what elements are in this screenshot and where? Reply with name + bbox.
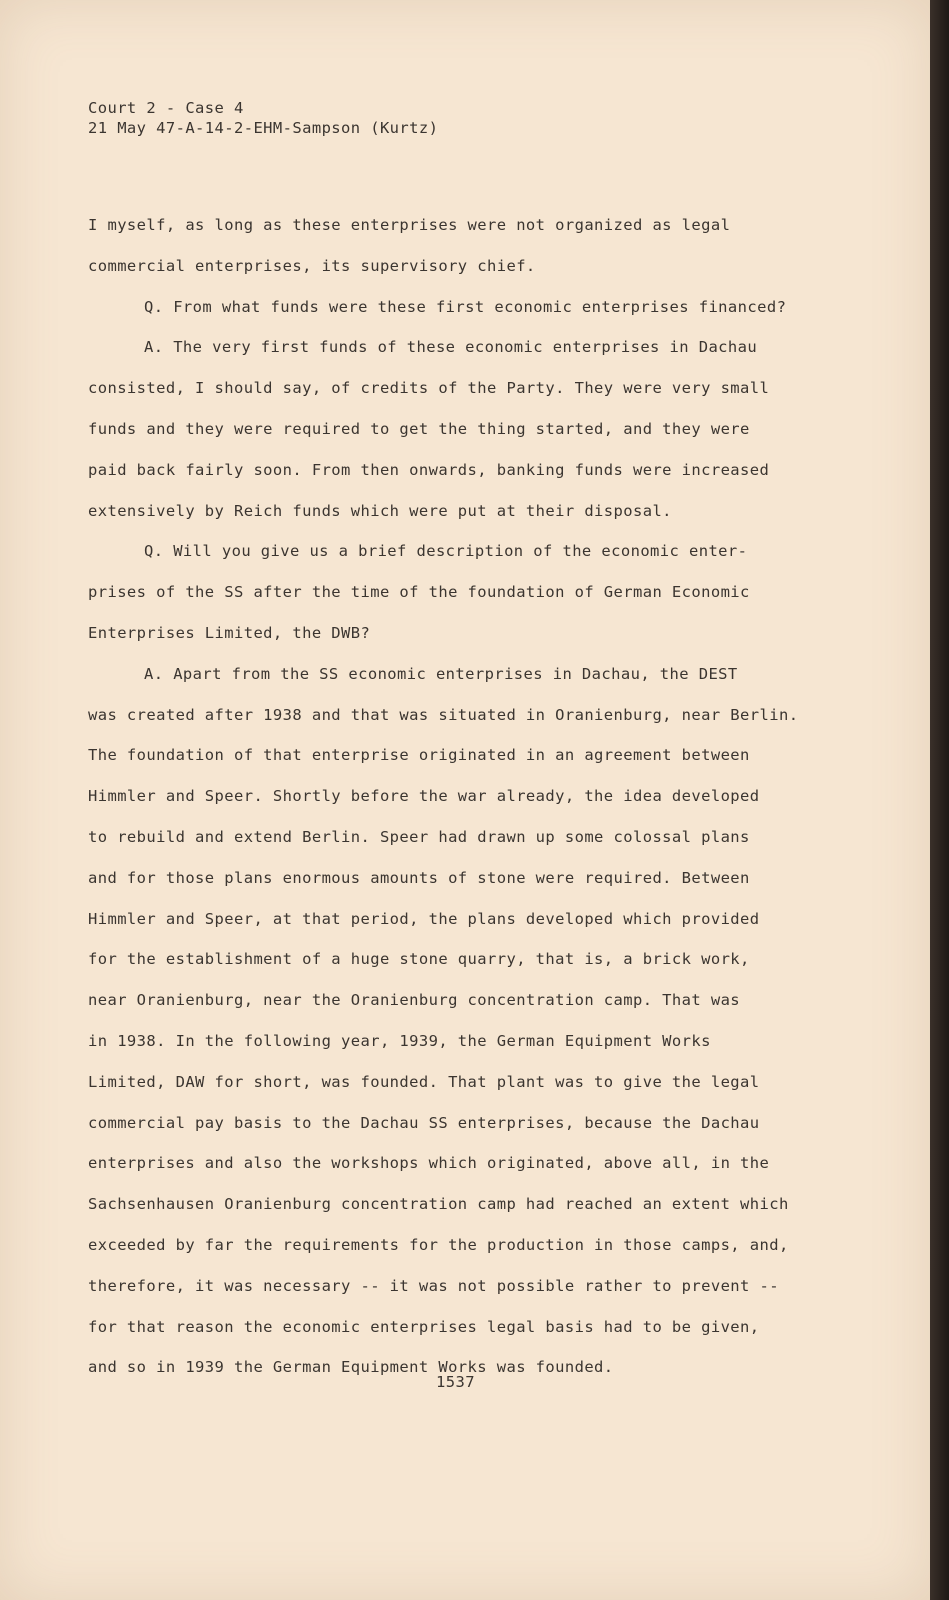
text-line: Enterprises Limited, the DWB? (88, 623, 371, 642)
text-line: therefore, it was necessary -- it was not possible rather to prevent -- (88, 1276, 779, 1295)
text-line: for the establishment of a huge stone quarry, that is, a brick work, (88, 950, 750, 969)
question-line: Q. Will you give us a brief description of the economic enter- (144, 542, 748, 561)
text-line: enterprises and also the workshops which originated, above all, in the (88, 1154, 770, 1173)
text-line: Sachsenhausen Oranienburg concentration camp had reached an extent which (88, 1195, 789, 1214)
text-line: for that reason the economic enterprises legal basis had to be given, (88, 1317, 760, 1336)
text-line: was created after 1938 and that was situated in Oranienburg, near Berlin. (88, 705, 799, 724)
header-date-reference: 21 May 47-A-14-2-EHM-Sampson (Kurtz) (88, 119, 439, 137)
text-line: commercial pay basis to the Dachau SS enterprises, because the Dachau (88, 1113, 760, 1132)
text-line: exceeded by far the requirements for the production in those camps, and, (88, 1235, 789, 1254)
text-line: near Oranienburg, near the Oranienburg concentration camp. That was (88, 991, 741, 1010)
text-line: paid back fairly soon. From then onwards, banking funds were increased (88, 460, 770, 479)
text-line: and for those plans enormous amounts of stone were required. Between (88, 868, 750, 887)
transcript-body (88, 213, 868, 1396)
question-line: Q. From what funds were these first economic enterprises financed? (144, 297, 787, 316)
text-line: commercial enterprises, its supervisory chief. (88, 256, 536, 275)
text-line: funds and they were required to get the thing started, and they were (88, 419, 750, 438)
text-line: I myself, as long as these enterprises were not organized as legal (88, 216, 731, 234)
dark-page-edge (930, 0, 949, 1600)
text-line: and so in 1939 the German Equipment Works was founded. (88, 1358, 614, 1377)
text-line: prises of the SS after the time of the foundation of German Economic (88, 583, 750, 602)
text-line: Limited, DAW for short, was founded. That plant was to give the legal (88, 1072, 760, 1091)
text-line: consisted, I should say, of credits of the Party. They were very small (88, 379, 770, 398)
text-line: in 1938. In the following year, 1939, the German Equipment Works (88, 1031, 711, 1050)
page-number: 1537 (436, 1373, 475, 1391)
text-line: to rebuild and extend Berlin. Speer had drawn up some colossal plans (88, 827, 750, 846)
text-line: Himmler and Speer. Shortly before the war already, the idea developed (88, 787, 760, 806)
text-line: The foundation of that enterprise originated in an agreement between (88, 746, 750, 765)
text-line: extensively by Reich funds which were put at their disposal. (88, 501, 672, 520)
header-court-case: Court 2 - Case 4 (88, 99, 244, 117)
document-header (88, 98, 438, 138)
answer-line: A. The very first funds of these economic enterprises in Dachau (144, 338, 758, 357)
answer-line: A. Apart from the SS economic enterprises in Dachau, the DEST (144, 664, 738, 683)
text-line: Himmler and Speer, at that period, the plans developed which provided (88, 909, 760, 928)
